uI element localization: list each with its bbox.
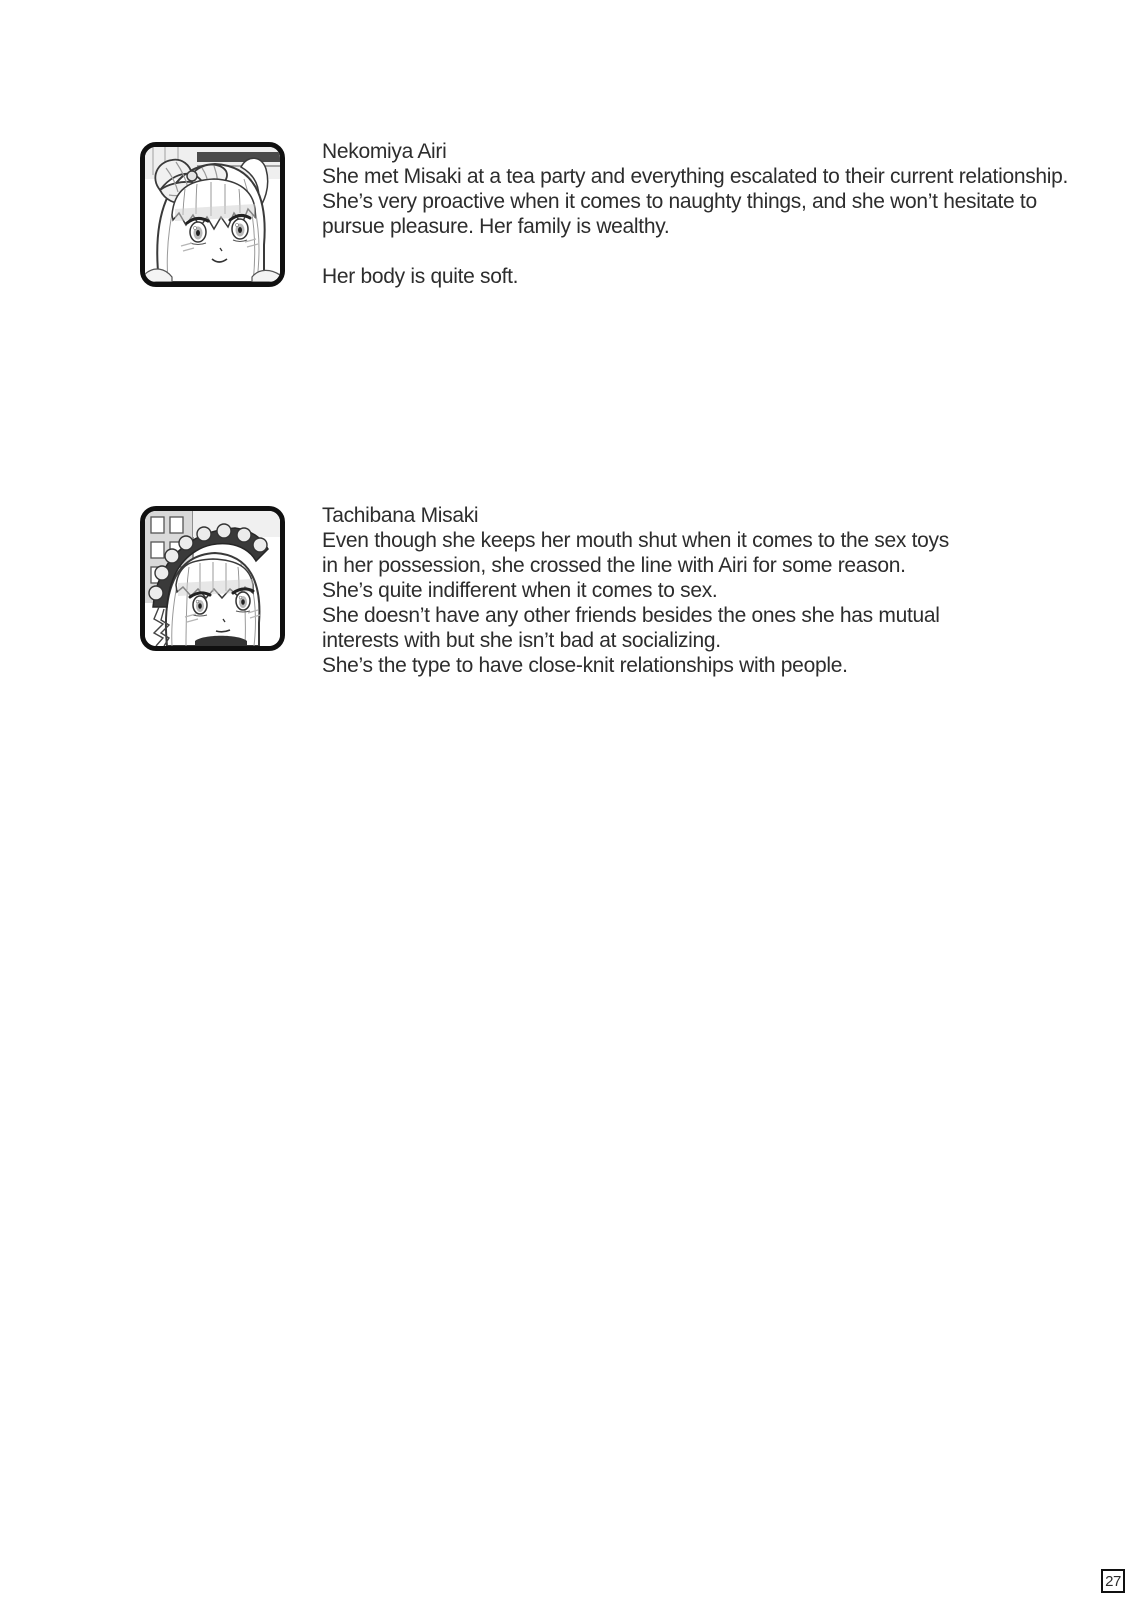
page-number: 27 bbox=[1105, 1572, 1121, 1590]
airi-text bbox=[322, 139, 1122, 289]
description-line: She’s the type to have close-knit relationships with people. bbox=[322, 654, 848, 677]
description-line: interests with but she isn’t bad at socializing. bbox=[322, 629, 721, 652]
character-name: Nekomiya Airi bbox=[322, 140, 447, 163]
description-line: She doesn’t have any other friends besides the ones she has mutual bbox=[322, 604, 940, 627]
misaki-text bbox=[322, 503, 1122, 678]
misaki-portrait bbox=[140, 506, 285, 651]
description-line: in her possession, she crossed the line with Airi for some reason. bbox=[322, 554, 906, 577]
misaki-portrait-image bbox=[145, 511, 280, 646]
page-number-badge bbox=[1101, 1569, 1125, 1593]
airi-portrait-image bbox=[145, 147, 280, 282]
description-line: Even though she keeps her mouth shut when it comes to the sex toys bbox=[322, 529, 949, 552]
description-line: She met Misaki at a tea party and everything escalated to their current relationship. bbox=[322, 165, 1069, 188]
description-line bbox=[322, 239, 1122, 264]
description-line: pursue pleasure. Her family is wealthy. bbox=[322, 215, 670, 238]
description-line: She’s very proactive when it comes to naughty things, and she won’t hesitate to bbox=[322, 190, 1037, 213]
character-name: Tachibana Misaki bbox=[322, 504, 479, 527]
description-line: Her body is quite soft. bbox=[322, 265, 519, 288]
airi-portrait bbox=[140, 142, 285, 287]
description-line: She’s quite indifferent when it comes to sex. bbox=[322, 579, 718, 602]
